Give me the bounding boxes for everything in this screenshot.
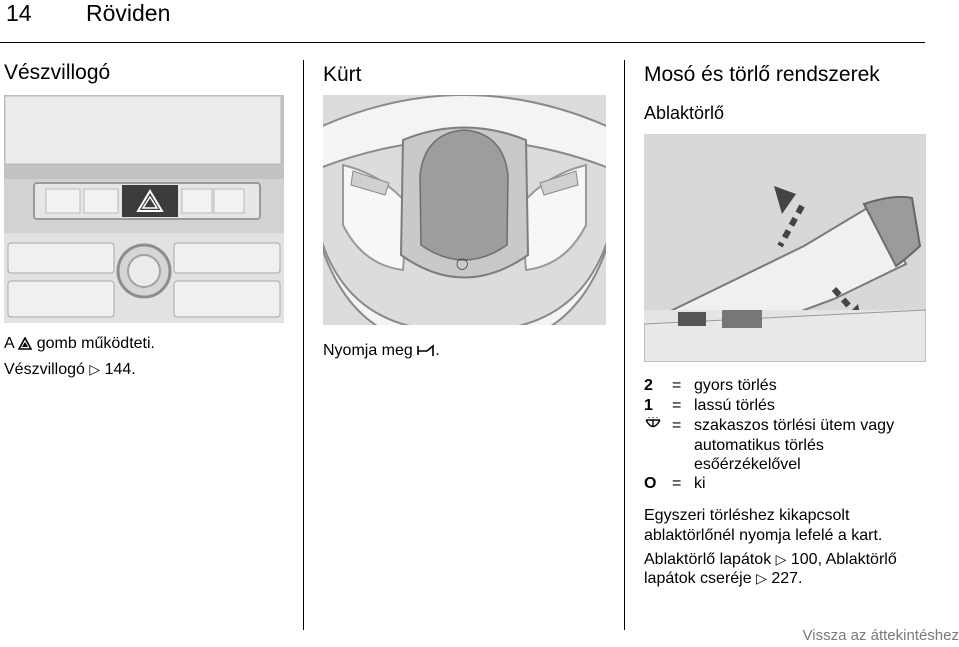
wiper-lever-illustration	[644, 134, 926, 362]
legend-equals: =	[672, 475, 682, 492]
legend-equals: =	[672, 397, 682, 414]
wiper-blade-crossref[interactable]: Ablaktörlő lapátok ▷ 100, Ablaktörlő	[644, 551, 897, 568]
page-reference-arrow-icon: ▷	[775, 551, 787, 567]
subsection-title-wiper: Ablaktörlő	[644, 103, 725, 123]
legend-desc: lassú törlés	[694, 397, 775, 414]
legend-row: O	[644, 475, 657, 492]
hazard-switch-illustration	[4, 95, 284, 323]
legend-equals: =	[672, 377, 682, 394]
legend-equals: =	[672, 417, 682, 434]
hazard-crossref[interactable]: Vészvillogó ▷ 144.	[4, 361, 136, 378]
wiper-blade-crossref[interactable]: lapátok cseréje ▷ 227.	[644, 570, 803, 587]
section-title-horn: Kürt	[323, 63, 362, 86]
legend-row	[644, 416, 662, 437]
legend-desc: esőérzékelővel	[694, 456, 801, 473]
page-reference-arrow-icon: ▷	[756, 570, 767, 586]
legend-row: 1	[644, 397, 653, 414]
legend-desc: automatikus törlés	[694, 437, 824, 454]
legend-row: 2	[644, 377, 653, 394]
horn-text: Nyomja meg .	[323, 341, 440, 362]
hazard-triangle-icon	[18, 336, 32, 355]
section-title-wiper: Mosó és törlő rendszerek	[644, 63, 880, 86]
legend-desc: ki	[694, 475, 706, 492]
hazard-text-line1: A gomb működteti.	[4, 334, 155, 355]
horn-icon	[417, 343, 435, 362]
page-reference-arrow-icon: ▷	[89, 361, 101, 377]
column-divider	[624, 60, 625, 630]
intermittent-wipe-icon	[644, 417, 662, 437]
single-wipe-text: Egyszeri törléshez kikapcsolt	[644, 507, 850, 524]
svg-text:◯: ◯	[456, 257, 469, 270]
page-number: 14	[6, 0, 32, 26]
back-to-overview-link[interactable]: Vissza az áttekintéshez	[802, 627, 959, 644]
single-wipe-text: ablaktörlőnél nyomja lefelé a kart.	[644, 527, 883, 544]
steering-wheel-illustration	[323, 95, 606, 325]
column-divider	[303, 60, 304, 630]
section-title-hazard: Vészvillogó	[4, 61, 111, 84]
header-divider	[0, 42, 925, 43]
legend-desc: gyors törlés	[694, 377, 777, 394]
chapter-title: Röviden	[86, 0, 171, 26]
legend-desc: szakaszos törlési ütem vagy	[694, 417, 895, 434]
